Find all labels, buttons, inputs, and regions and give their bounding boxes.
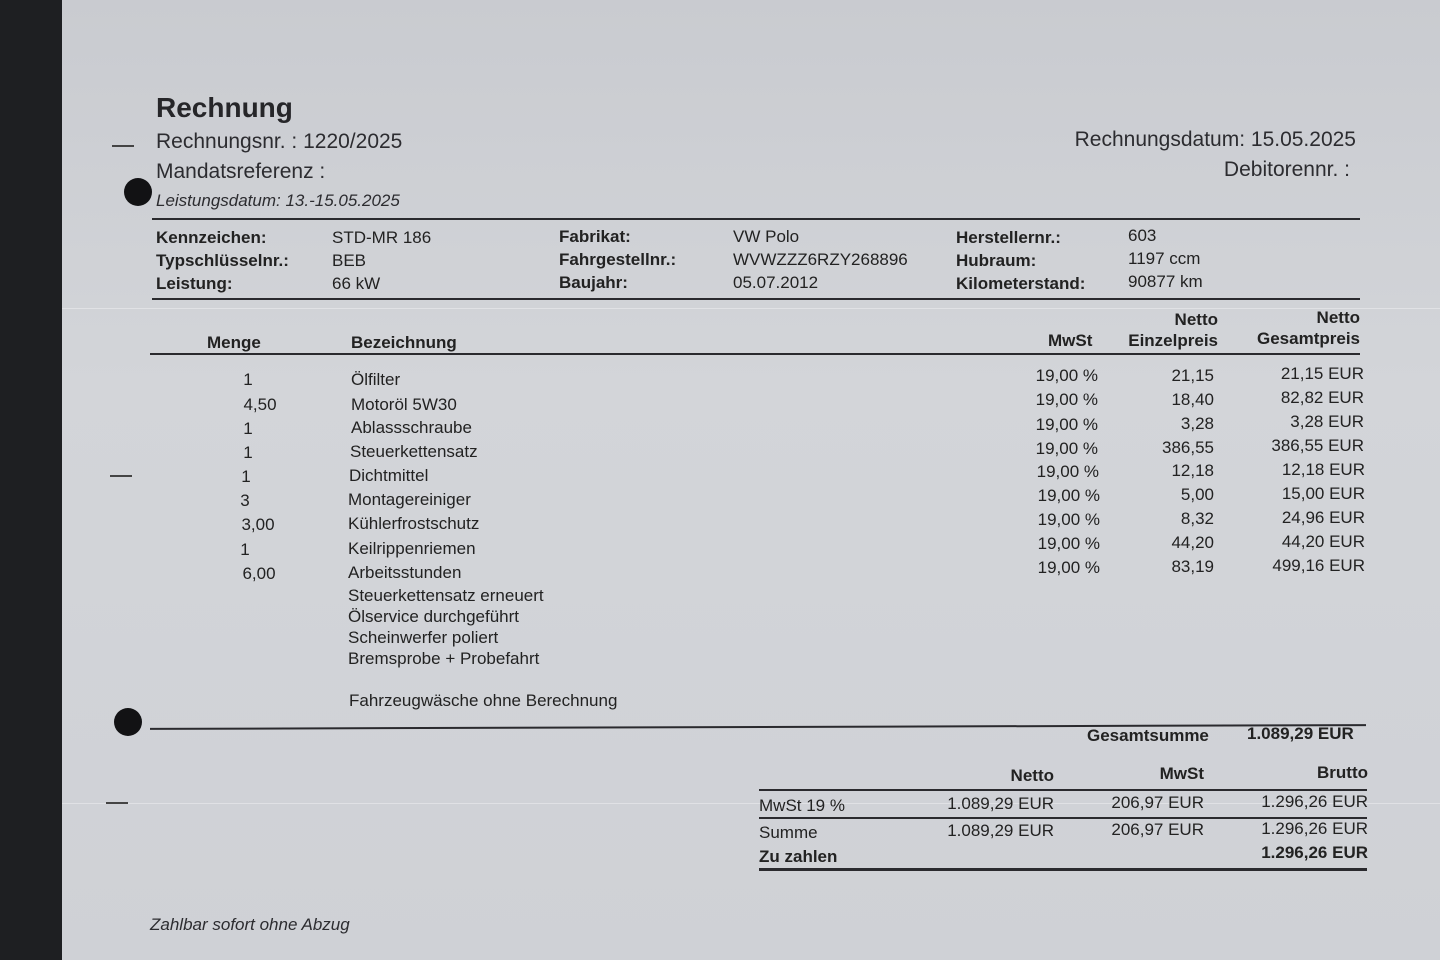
item-desc: Montagereiniger — [348, 490, 471, 509]
totals-row-label: MwSt 19 % — [759, 796, 845, 815]
debtor-number: Debitorennr. : — [1223, 158, 1350, 181]
item-desc: Kühlerfrostschutz — [348, 514, 480, 533]
vehicle-value: 1197 ccm — [1128, 249, 1201, 268]
item-vat: 19,00 % — [1037, 558, 1100, 577]
fold-line — [62, 308, 1440, 309]
item-desc: Arbeitsstunden — [348, 563, 462, 582]
vehicle-label: Kilometerstand: — [956, 274, 1086, 293]
item-unit: 5,00 — [1180, 485, 1214, 504]
vehicle-value: 603 — [1128, 226, 1157, 245]
col-header-vat: MwSt — [1048, 331, 1093, 350]
work-note: Scheinwerfer poliert — [348, 628, 499, 647]
invoice-date: Rechnungsdatum: 15.05.2025 — [1074, 128, 1356, 151]
item-total: 24,96 EUR — [1281, 508, 1365, 527]
amount-due-value: 1.296,26 EUR — [1261, 843, 1368, 862]
grand-total-value: 1.089,29 EUR — [1247, 724, 1354, 743]
item-desc: Keilrippenriemen — [348, 539, 476, 558]
item-qty: 3 — [240, 491, 250, 510]
item-vat: 19,00 % — [1037, 510, 1100, 529]
totals-row-vat: 206,97 EUR — [1111, 793, 1204, 812]
vehicle-bottom-rule — [152, 298, 1360, 300]
item-vat: 19,00 % — [1036, 462, 1099, 481]
vehicle-value: BEB — [332, 251, 367, 270]
item-vat: 19,00 % — [1037, 486, 1100, 505]
item-vat: 19,00 % — [1037, 534, 1100, 553]
col-header-unit-top: Netto — [1174, 310, 1218, 329]
item-vat: 19,00 % — [1035, 390, 1098, 409]
item-qty: 1 — [243, 443, 253, 462]
vehicle-label: Typschlüsselnr.: — [156, 251, 289, 270]
extra-note: Fahrzeugwäsche ohne Berechnung — [349, 691, 618, 710]
item-desc: Ölfilter — [351, 370, 401, 389]
item-vat: 19,00 % — [1035, 439, 1098, 458]
totals-row-net: 1.089,29 EUR — [947, 821, 1054, 840]
item-unit: 3,28 — [1180, 414, 1214, 433]
invoice-number: Rechnungsnr. : 1220/2025 — [156, 130, 403, 153]
totals-bottom-rule — [759, 868, 1367, 871]
vehicle-label: Kennzeichen: — [156, 228, 267, 247]
vehicle-value: 66 kW — [332, 274, 381, 293]
totals-row-net: 1.089,29 EUR — [947, 794, 1054, 813]
item-total: 386,55 EUR — [1271, 436, 1364, 455]
vehicle-label: Baujahr: — [559, 273, 628, 292]
item-desc: Motoröl 5W30 — [351, 395, 457, 414]
vehicle-label: Fabrikat: — [559, 227, 631, 246]
item-desc: Ablassschraube — [351, 418, 472, 437]
totals-header-gross: Brutto — [1317, 763, 1368, 782]
vehicle-top-rule — [152, 218, 1360, 220]
vehicle-value: 90877 km — [1128, 272, 1203, 291]
col-header-qty: Menge — [207, 333, 261, 352]
totals-header-rule — [759, 789, 1367, 791]
item-desc: Dichtmittel — [349, 466, 429, 485]
work-note: Steuerkettensatz erneuert — [348, 586, 544, 605]
item-qty: 1 — [243, 419, 253, 438]
punch-hole — [124, 178, 152, 206]
col-header-unit-bottom: Einzelpreis — [1128, 331, 1218, 350]
vehicle-label: Hubraum: — [956, 251, 1037, 270]
item-qty: 3,00 — [241, 515, 275, 534]
amount-due-label: Zu zahlen — [759, 847, 838, 866]
vehicle-label: Fahrgestellnr.: — [559, 250, 677, 269]
totals-header-vat: MwSt — [1159, 764, 1204, 783]
vehicle-label: Leistung: — [156, 274, 233, 293]
totals-row-gross: 1.296,26 EUR — [1261, 819, 1368, 838]
col-header-total-top: Netto — [1316, 308, 1360, 327]
item-total: 3,28 EUR — [1290, 412, 1364, 431]
vehicle-value: STD-MR 186 — [332, 228, 432, 247]
table-header-rule — [150, 353, 1360, 355]
fold-mark — [112, 145, 134, 147]
vehicle-value: VW Polo — [733, 227, 800, 246]
item-total: 499,16 EUR — [1272, 556, 1365, 575]
item-qty: 1 — [243, 370, 253, 389]
totals-row-label: Summe — [759, 823, 818, 842]
item-total: 44,20 EUR — [1281, 532, 1365, 551]
col-header-desc: Bezeichnung — [351, 333, 457, 352]
payment-terms: Zahlbar sofort ohne Abzug — [150, 915, 350, 934]
item-unit: 8,32 — [1180, 509, 1214, 528]
item-unit: 18,40 — [1171, 390, 1214, 409]
item-unit: 44,20 — [1171, 533, 1214, 552]
item-qty: 6,00 — [242, 564, 276, 583]
item-unit: 386,55 — [1162, 438, 1214, 457]
item-unit: 21,15 — [1171, 366, 1214, 385]
item-vat: 19,00 % — [1035, 366, 1098, 385]
fold-mark — [106, 802, 128, 804]
work-note: Bremsprobe + Probefahrt — [348, 649, 540, 668]
item-unit: 83,19 — [1171, 557, 1214, 576]
col-header-unit — [1128, 309, 1218, 351]
vehicle-value: 05.07.2012 — [733, 273, 819, 292]
item-qty: 4,50 — [243, 395, 277, 414]
item-total: 12,18 EUR — [1281, 460, 1365, 479]
col-header-total-bottom: Gesamtpreis — [1257, 329, 1360, 348]
fold-mark — [110, 475, 132, 477]
totals-row-vat: 206,97 EUR — [1111, 820, 1204, 839]
document-title: Rechnung — [156, 92, 293, 123]
item-unit: 12,18 — [1171, 461, 1214, 480]
totals-header-net: Netto — [1010, 766, 1054, 785]
grand-total-label: Gesamtsumme — [1087, 726, 1209, 745]
mandate-reference: Mandatsreferenz : — [156, 160, 326, 183]
work-note: Ölservice durchgeführt — [348, 607, 520, 626]
item-desc: Steuerkettensatz — [350, 442, 478, 461]
service-date: Leistungsdatum: 13.-15.05.2025 — [156, 191, 400, 210]
item-total: 15,00 EUR — [1281, 484, 1365, 503]
vehicle-label: Herstellernr.: — [956, 228, 1061, 247]
item-qty: 1 — [241, 467, 251, 486]
punch-hole — [114, 708, 142, 736]
totals-row-gross: 1.296,26 EUR — [1261, 792, 1368, 811]
col-header-total — [1257, 307, 1360, 349]
item-total: 82,82 EUR — [1280, 388, 1364, 407]
item-qty: 1 — [240, 540, 250, 559]
item-total: 21,15 EUR — [1280, 364, 1364, 383]
vehicle-value: WVWZZZ6RZY268896 — [733, 250, 908, 269]
invoice-paper — [62, 0, 1440, 960]
item-vat: 19,00 % — [1035, 415, 1098, 434]
